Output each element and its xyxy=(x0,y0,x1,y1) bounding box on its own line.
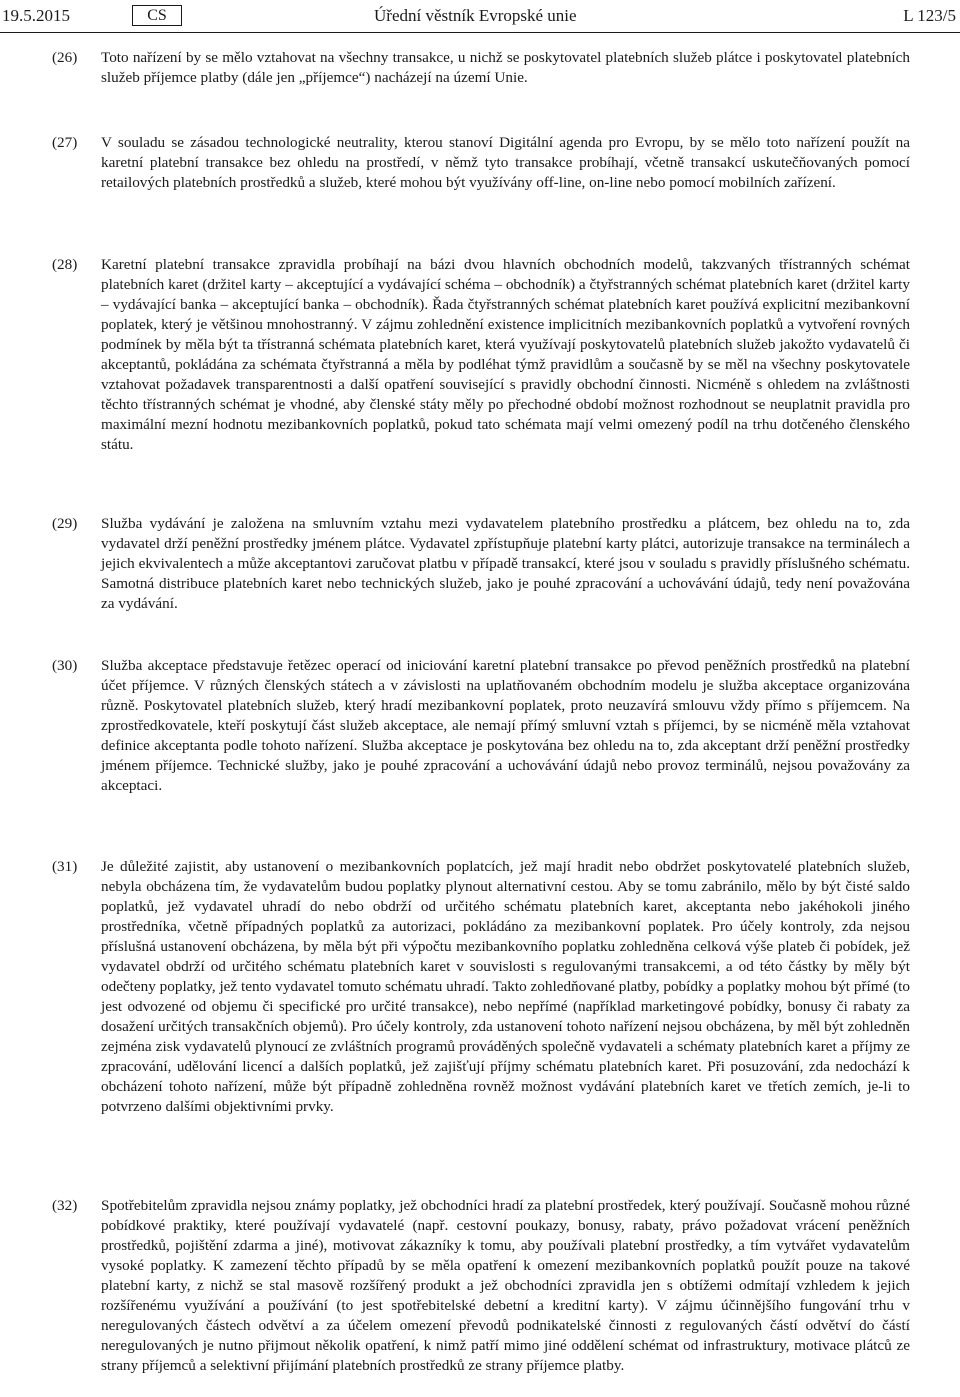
recital-text: V souladu se zásadou technologické neutrality, kterou stanoví Digitální agenda pro Evropu, by se mělo toto nařízení použít na karetní platební transakce bez ohledu na prostředí, v němž tyto transakce probíhají, včetně transakcí uskutečňovaných pomocí retailových platebních prostředků a služeb, které mohou být využívány off-line, on-line nebo pomocí mobilních zařízení. xyxy=(101,134,910,191)
recital-text: Služba akceptace představuje řetězec operací od iniciování karetní platební transakce po převod peněžních prostředků na platební účet příjemce. V různých členských státech a v závislosti na uplatňovaném obchodním modelu je služba akceptace organizována různě. Poskytovatel platebních služeb, který hradí mezibankovní poplatek, proto neuzavírá smlouvu vždy přímo s příjemcem. Na zprostředkovatele, kteří poskytují část služeb akceptace, ale nemají přímý smluvní vztah s příjemci, by se nicméně měla vztahovat definice akceptanta podle tohoto nařízení. Služba akceptace je poskytována bez ohledu na to, zda akceptant drží peněžní prostředky jménem příjemce. Technické služby, jako je pouhé zpracování a uchovávání údajů nebo provoz terminálů, nejsou považovány za akceptaci. xyxy=(101,657,910,794)
page-number: L 123/5 xyxy=(903,6,956,25)
recital-text: Karetní platební transakce zpravidla probíhají na bázi dvou hlavních obchodních modelů, takzvaných třístranných schémat platebních karet (držitel karty – akceptující a vydávající schéma – obchodník) a čtyřstranných schémat platebních karet (držitel karty – vydávající banka – akceptující banka – obchodník). Řada čtyřstranných schémat platebních karet používá explicitní mezibankovní poplatek, který je většinou mnohostranný. V zájmu zohlednění existence implicitních mezibankovních poplatků a vytvoření rovných podmínek by měla být ta třístranná schémata platebních karet, která využívají poskytovatelů platebních služeb jakožto vydavatelů či akceptantů, pokládána za schémata čtyřstranná a měla by podléhat týmž pravidlům a současně by se měl na všechny poskytovatele vztahovat požadavek transparentnosti a další opatření související s pravidly obchodní činnosti. Nicméně s ohledem na zvláštnosti těchto třístranných schémat je vhodné, aby členské státy měly po přechodné období možnost rozhodnout se neuplatnit pravidla pro maximální mezní hodnotu mezibankovních poplatků, pokud tato schémata mají velmi omezený podíl na trhu dotčeného členského státu. xyxy=(101,256,910,453)
recital-number: (27) xyxy=(52,134,78,151)
language-badge: CS xyxy=(132,5,182,26)
header-divider xyxy=(0,32,960,33)
recital-number: (29) xyxy=(52,515,78,532)
recital-text: Je důležité zajistit, aby ustanovení o mezibankovních poplatcích, jež mají hradit nebo obdržet poskytovatelé platebních služeb, nebyla obcházena tím, že vydavatelům budou poplatky plynout alternativní cestou. Aby se tomu zabránilo, mělo by být čisté saldo poplatků, jež vydavatel uhradí do nebo obdrží od určitého schématu platebních karet, akceptanta nebo jakéhokoli jiného prostředníka, včetně případných poplatků za autorizaci, pokládáno za mezibankovní poplatek. Pro účely kontroly, zda nejsou příslušná ustanovení obcházena, by měla být při výpočtu mezibankovního poplatku zohledněna celková výše plateb či pobídek, jež vydavatel obdrží od určitého schématu platebních karet v souvislosti s regulovanými transakcemi, a od této částky by měly být odečteny poplatky, jež tento vydavatel tomuto schématu uhradí. Takto zohledňované platby, pobídky a poplatky mohou být přímé (to jest odvozené od objemu či specifické pro určité transakce), nebo nepřímé (například marketingové pobídky, bonusy či rabaty za dosažení určitých transakčních objemů). Pro účely kontroly, zda ustanovení tohoto nařízení nejsou obcházena, by měl být zohledněn zejména zisk vydavatelů plynoucí ze zvláštních programů prováděných společně vydavateli a schématy platebních karet a příjmy ze zpracování, udělování licencí a dalších poplatků, jež zajišťují příjmy schématu platebních karet. Při posuzování, zda nedochází k obcházení tohoto nařízení, může být případně zohledněna rovněž možnost vydávání platebních karet ve třetích zemích, je-li to potvrzeno dalšími objektivními prvky. xyxy=(101,858,910,1115)
journal-title: Úřední věstník Evropské unie xyxy=(374,6,577,25)
recital-number: (26) xyxy=(52,49,78,66)
publication-date: 19.5.2015 xyxy=(2,6,70,25)
recital-number: (30) xyxy=(52,657,78,674)
recital-text: Služba vydávání je založena na smluvním vztahu mezi vydavatelem platebního prostředku a plátcem, bez ohledu na to, zda vydavatel drží peněžní prostředky jménem plátce. Vydavatel zpřístupňuje platební karty plátci, autorizuje transakce na terminálech a jejich ekvivalentech a může akceptantovi zaručovat platbu v případě transakcí, které jsou v souladu s pravidly příslušného schématu. Samotná distribuce platebních karet nebo technických služeb, jako je pouhé zpracování a uchovávání údajů, tedy není považována za vydávání. xyxy=(101,515,910,612)
recital-number: (28) xyxy=(52,256,78,273)
recital-text: Toto nařízení by se mělo vztahovat na všechny transakce, u nichž se poskytovatel platebních služeb plátce i poskytovatel platebních služeb příjemce platby (dále jen „příjemce“) nacházejí na území Unie. xyxy=(101,49,910,86)
page-header xyxy=(0,0,960,32)
recital-number: (31) xyxy=(52,858,78,875)
recital-number: (32) xyxy=(52,1197,78,1214)
recital-text: Spotřebitelům zpravidla nejsou známy poplatky, jež obchodníci hradí za platební prostředek, který používají. Současně mohou různé pobídkové praktiky, které používají vydavatelé (např. cestovní poukazy, bonusy, rabaty, právo požadovat vrácení peněžních prostředků, pojištění zdarma a jiné), motivovat zákazníky k tomu, aby používali platební prostředky, a tím vytvářet vydavatelům vysoké poplatky. K zamezení těchto případů by se měla opatření k omezení mezibankovních poplatků použít pouze na takové platební karty, z nichž se stal masově rozšířený produkt a jež obchodníci zpravidla jen s obtížemi odmítají vzhledem k jejich rozšířenému využívání a používání (to jest spotřebitelské debetní a kreditní karty). V zájmu účinnějšího fungování trhu v neregulovaných částech odvětví a za účelem omezení převodů podnikatelské činnosti z regulovaných částí odvětví do částí neregulovaných je nutno přijmout několik opatření, k nimž patří mimo jiné oddělení schémat od infrastruktury, motivace plátců ze strany příjemců a selektivní přijímání platebních prostředků ze strany příjemce platby. xyxy=(101,1197,910,1374)
